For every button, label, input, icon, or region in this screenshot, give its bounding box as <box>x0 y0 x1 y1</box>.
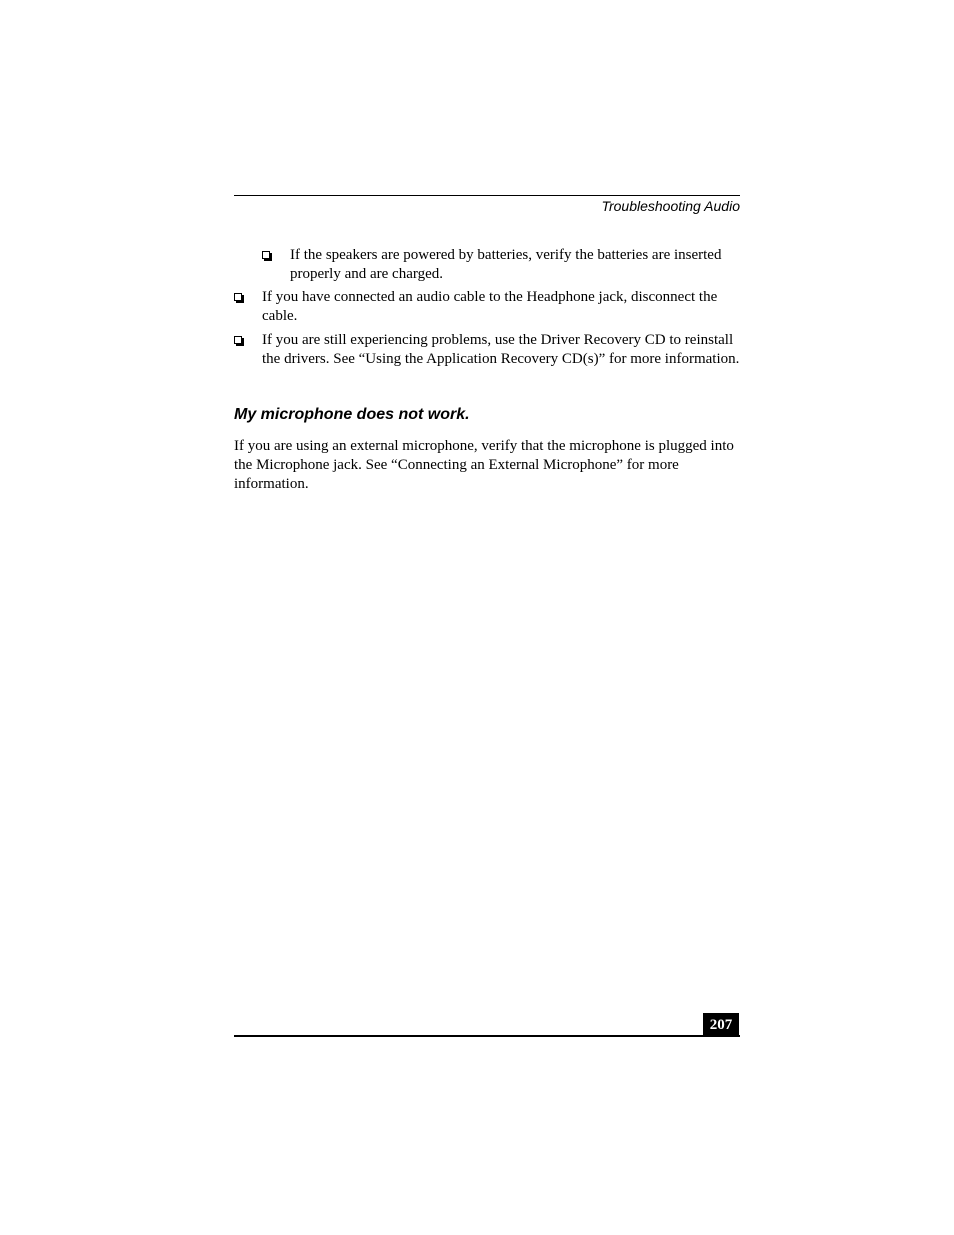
footer-rule <box>234 1035 740 1037</box>
section-heading: My microphone does not work. <box>234 406 470 423</box>
page-number: 207 <box>709 1016 733 1033</box>
list-item-text: If the speakers are powered by batteries, verify the batteries are inserted properly and are charged. <box>290 247 722 282</box>
header-rule <box>234 195 740 196</box>
checkbox-bullet-icon <box>262 251 270 259</box>
list-item-text: If you have connected an audio cable to the Headphone jack, disconnect the cable. <box>262 289 718 324</box>
checkbox-bullet-icon <box>234 293 242 301</box>
list-item-text: If you are still experiencing problems, use the Driver Recovery CD to reinstall the drivers. See “Using the Application Recovery CD(s)” for more information. <box>262 332 740 367</box>
page-number-badge <box>703 1013 739 1037</box>
body-paragraph: If you are using an external microphone, verify that the microphone is plugged into the Microphone jack. See “Connecting an External Microphone” for more information. <box>234 438 734 492</box>
running-header: Troubleshooting Audio <box>601 198 740 214</box>
checkbox-bullet-icon <box>234 336 242 344</box>
